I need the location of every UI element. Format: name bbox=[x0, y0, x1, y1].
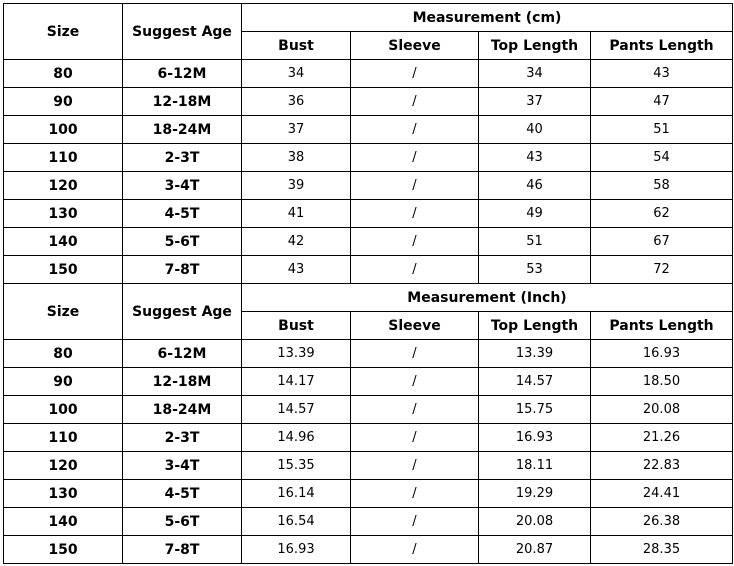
suggest-age-cell: 7-8T bbox=[123, 256, 242, 284]
pants-length-cell: 28.35 bbox=[591, 536, 733, 564]
sleeve-header: Sleeve bbox=[351, 312, 479, 340]
top-length-cell: 20.08 bbox=[479, 508, 591, 536]
table-row bbox=[4, 228, 733, 256]
bust-header: Bust bbox=[242, 312, 351, 340]
suggest-age-cell: 3-4T bbox=[123, 172, 242, 200]
pants-length-cell: 47 bbox=[591, 88, 733, 116]
sleeve-cell: / bbox=[351, 508, 479, 536]
bust-cell: 37 bbox=[242, 116, 351, 144]
table-row bbox=[4, 256, 733, 284]
bust-cell: 38 bbox=[242, 144, 351, 172]
size-cell: 140 bbox=[4, 228, 123, 256]
suggest-age-cell: 18-24M bbox=[123, 396, 242, 424]
sleeve-header: Sleeve bbox=[351, 32, 479, 60]
bust-cell: 16.14 bbox=[242, 480, 351, 508]
sleeve-cell: / bbox=[351, 60, 479, 88]
pants-length-cell: 22.83 bbox=[591, 452, 733, 480]
top-length-cell: 15.75 bbox=[479, 396, 591, 424]
top-length-cell: 19.29 bbox=[479, 480, 591, 508]
bust-cell: 34 bbox=[242, 60, 351, 88]
top-length-cell: 18.11 bbox=[479, 452, 591, 480]
sleeve-cell: / bbox=[351, 368, 479, 396]
table-header-row bbox=[4, 4, 733, 32]
pants-length-cell: 21.26 bbox=[591, 424, 733, 452]
top-length-header: Top Length bbox=[479, 32, 591, 60]
table-row bbox=[4, 536, 733, 564]
table-row bbox=[4, 480, 733, 508]
pants-length-cell: 62 bbox=[591, 200, 733, 228]
measurement-group-header: Measurement (Inch) bbox=[242, 284, 733, 312]
bust-cell: 43 bbox=[242, 256, 351, 284]
size-cell: 120 bbox=[4, 452, 123, 480]
table-row bbox=[4, 116, 733, 144]
top-length-cell: 46 bbox=[479, 172, 591, 200]
top-length-header: Top Length bbox=[479, 312, 591, 340]
top-length-cell: 14.57 bbox=[479, 368, 591, 396]
size-chart-body bbox=[4, 4, 733, 564]
bust-cell: 14.57 bbox=[242, 396, 351, 424]
bust-cell: 16.93 bbox=[242, 536, 351, 564]
top-length-cell: 13.39 bbox=[479, 340, 591, 368]
size-cell: 130 bbox=[4, 200, 123, 228]
table-row bbox=[4, 396, 733, 424]
top-length-cell: 40 bbox=[479, 116, 591, 144]
sleeve-cell: / bbox=[351, 172, 479, 200]
top-length-cell: 34 bbox=[479, 60, 591, 88]
bust-header: Bust bbox=[242, 32, 351, 60]
size-cell: 130 bbox=[4, 480, 123, 508]
suggest-age-cell: 4-5T bbox=[123, 480, 242, 508]
pants-length-cell: 43 bbox=[591, 60, 733, 88]
top-length-cell: 16.93 bbox=[479, 424, 591, 452]
size-cell: 110 bbox=[4, 144, 123, 172]
pants-length-cell: 54 bbox=[591, 144, 733, 172]
bust-cell: 13.39 bbox=[242, 340, 351, 368]
table-row bbox=[4, 200, 733, 228]
pants-length-cell: 20.08 bbox=[591, 396, 733, 424]
pants-length-cell: 72 bbox=[591, 256, 733, 284]
pants-length-cell: 18.50 bbox=[591, 368, 733, 396]
top-length-cell: 49 bbox=[479, 200, 591, 228]
size-cell: 100 bbox=[4, 116, 123, 144]
suggest-age-cell: 5-6T bbox=[123, 508, 242, 536]
suggest-age-cell: 12-18M bbox=[123, 368, 242, 396]
size-cell: 150 bbox=[4, 536, 123, 564]
suggest-age-header: Suggest Age bbox=[123, 4, 242, 60]
bust-cell: 36 bbox=[242, 88, 351, 116]
bust-cell: 14.96 bbox=[242, 424, 351, 452]
sleeve-cell: / bbox=[351, 116, 479, 144]
sleeve-cell: / bbox=[351, 536, 479, 564]
suggest-age-cell: 6-12M bbox=[123, 60, 242, 88]
suggest-age-cell: 5-6T bbox=[123, 228, 242, 256]
sleeve-cell: / bbox=[351, 200, 479, 228]
size-cell: 80 bbox=[4, 340, 123, 368]
bust-cell: 42 bbox=[242, 228, 351, 256]
table-row bbox=[4, 144, 733, 172]
size-header: Size bbox=[4, 284, 123, 340]
size-cell: 110 bbox=[4, 424, 123, 452]
table-row bbox=[4, 60, 733, 88]
size-cell: 80 bbox=[4, 60, 123, 88]
table-row bbox=[4, 424, 733, 452]
suggest-age-cell: 6-12M bbox=[123, 340, 242, 368]
pants-length-cell: 24.41 bbox=[591, 480, 733, 508]
bust-cell: 16.54 bbox=[242, 508, 351, 536]
top-length-cell: 20.87 bbox=[479, 536, 591, 564]
size-cell: 150 bbox=[4, 256, 123, 284]
size-chart-table bbox=[3, 3, 733, 564]
top-length-cell: 53 bbox=[479, 256, 591, 284]
sleeve-cell: / bbox=[351, 256, 479, 284]
table-row bbox=[4, 340, 733, 368]
pants-length-cell: 58 bbox=[591, 172, 733, 200]
pants-length-cell: 67 bbox=[591, 228, 733, 256]
table-row bbox=[4, 452, 733, 480]
pants-length-header: Pants Length bbox=[591, 32, 733, 60]
sleeve-cell: / bbox=[351, 228, 479, 256]
suggest-age-cell: 4-5T bbox=[123, 200, 242, 228]
suggest-age-cell: 7-8T bbox=[123, 536, 242, 564]
sleeve-cell: / bbox=[351, 88, 479, 116]
bust-cell: 15.35 bbox=[242, 452, 351, 480]
suggest-age-cell: 3-4T bbox=[123, 452, 242, 480]
size-cell: 90 bbox=[4, 88, 123, 116]
table-row bbox=[4, 368, 733, 396]
suggest-age-cell: 18-24M bbox=[123, 116, 242, 144]
suggest-age-cell: 2-3T bbox=[123, 144, 242, 172]
table-row bbox=[4, 88, 733, 116]
suggest-age-header: Suggest Age bbox=[123, 284, 242, 340]
bust-cell: 41 bbox=[242, 200, 351, 228]
size-cell: 140 bbox=[4, 508, 123, 536]
pants-length-cell: 16.93 bbox=[591, 340, 733, 368]
pants-length-cell: 51 bbox=[591, 116, 733, 144]
suggest-age-cell: 12-18M bbox=[123, 88, 242, 116]
pants-length-cell: 26.38 bbox=[591, 508, 733, 536]
size-cell: 100 bbox=[4, 396, 123, 424]
sleeve-cell: / bbox=[351, 144, 479, 172]
sleeve-cell: / bbox=[351, 452, 479, 480]
top-length-cell: 37 bbox=[479, 88, 591, 116]
pants-length-header: Pants Length bbox=[591, 312, 733, 340]
table-row bbox=[4, 172, 733, 200]
size-header: Size bbox=[4, 4, 123, 60]
bust-cell: 39 bbox=[242, 172, 351, 200]
sleeve-cell: / bbox=[351, 340, 479, 368]
top-length-cell: 43 bbox=[479, 144, 591, 172]
top-length-cell: 51 bbox=[479, 228, 591, 256]
sleeve-cell: / bbox=[351, 424, 479, 452]
measurement-group-header: Measurement (cm) bbox=[242, 4, 733, 32]
sleeve-cell: / bbox=[351, 396, 479, 424]
size-cell: 120 bbox=[4, 172, 123, 200]
suggest-age-cell: 2-3T bbox=[123, 424, 242, 452]
table-header-row bbox=[4, 284, 733, 312]
bust-cell: 14.17 bbox=[242, 368, 351, 396]
sleeve-cell: / bbox=[351, 480, 479, 508]
table-row bbox=[4, 508, 733, 536]
size-cell: 90 bbox=[4, 368, 123, 396]
